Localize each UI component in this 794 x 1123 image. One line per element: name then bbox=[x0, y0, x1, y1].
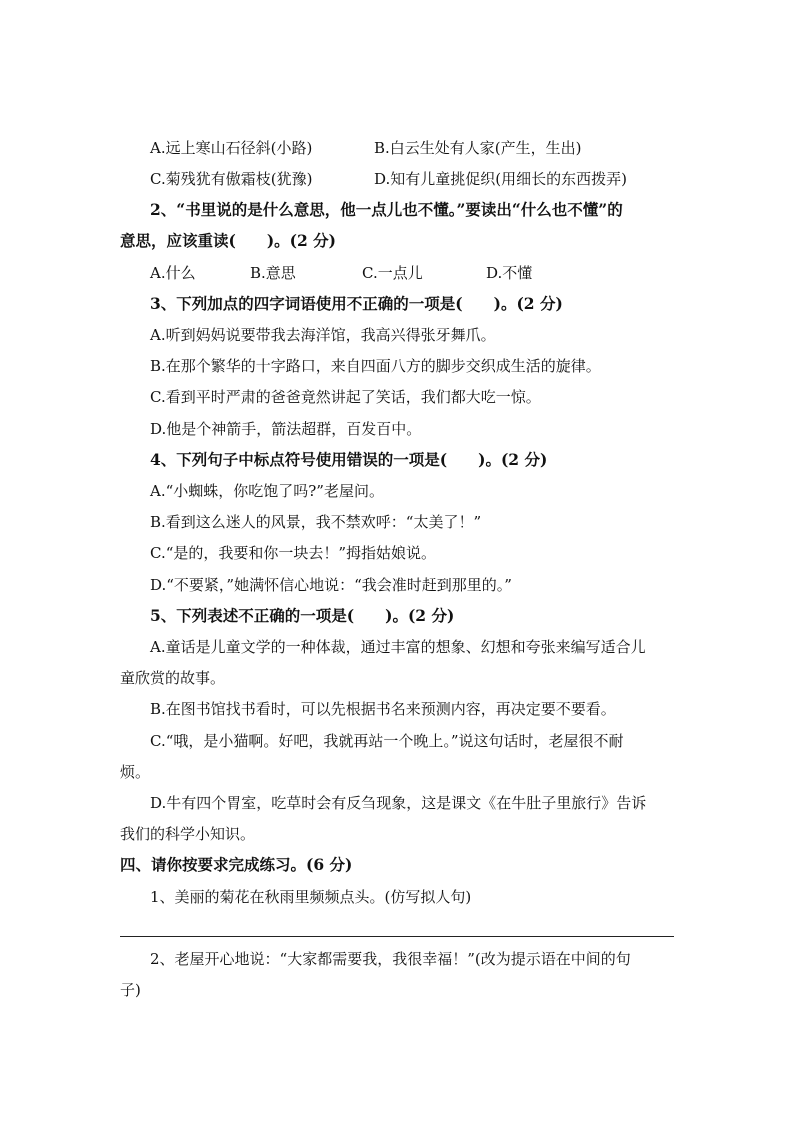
section4-exercise-2-line1: 2、老屋开心地说：“大家都需要我，我很幸福！”(改为提示语在中间的句 bbox=[150, 950, 631, 968]
q5-option-d-line2: 我们的科学小知识。 bbox=[120, 825, 256, 843]
q1-option-a: A.远上寒山石径斜(小路) bbox=[150, 139, 313, 157]
section4-exercise-2-line2: 子) bbox=[120, 981, 141, 999]
answer-line bbox=[120, 936, 674, 937]
q5-option-b: B.在图书馆找书看时，可以先根据书名来预测内容，再决定要不要看。 bbox=[150, 700, 616, 718]
q3-option-c: C.看到平时严肃的爸爸竟然讲起了笑话，我们都大吃一惊。 bbox=[150, 388, 541, 406]
q5-option-a-line2: 童欣赏的故事。 bbox=[120, 669, 226, 687]
q5-option-c-line1: C.“哦，是小猫啊。好吧，我就再站一个晚上。”说这句话时，老屋很不耐 bbox=[150, 732, 624, 750]
q1-option-c: C.菊残犹有傲霜枝(犹豫) bbox=[150, 170, 313, 188]
q5-option-c-line2: 烦。 bbox=[120, 763, 151, 781]
q3-option-d: D.他是个神箭手，箭法超群，百发百中。 bbox=[150, 420, 422, 438]
q5-stem: 5、下列表述不正确的一项是( )。(2 分) bbox=[150, 606, 455, 625]
q1-option-d: D.知有儿童挑促织(用细长的东西拨弄) bbox=[374, 170, 627, 188]
q5-option-d-line1: D.牛有四个胃室，吃草时会有反刍现象，这是课文《在牛肚子里旅行》告诉 bbox=[150, 794, 647, 812]
q2-stem-line2: 意思，应该重读( )。(2 分) bbox=[120, 231, 337, 250]
q4-option-c: C.“是的，我要和你一块去！”拇指姑娘说。 bbox=[150, 544, 437, 562]
q2-option-c: C.一点儿 bbox=[362, 264, 423, 282]
q3-option-a: A.听到妈妈说要带我去海洋馆，我高兴得张牙舞爪。 bbox=[150, 326, 496, 344]
q5-option-a-line1: A.童话是儿童文学的一种体裁，通过丰富的想象、幻想和夸张来编写适合儿 bbox=[150, 638, 646, 656]
q4-stem: 4、下列句子中标点符号使用错误的一项是( )。(2 分) bbox=[150, 450, 548, 469]
q2-option-b: B.意思 bbox=[250, 264, 296, 282]
q2-option-a: A.什么 bbox=[150, 264, 196, 282]
q4-option-a: A.“小蜘蛛，你吃饱了吗?”老屋问。 bbox=[150, 482, 384, 500]
q4-option-b: B.看到这么迷人的风景，我不禁欢呼：“太美了！” bbox=[150, 513, 482, 531]
section4-title: 四、请你按要求完成练习。(6 分) bbox=[120, 855, 353, 874]
section4-exercise-1: 1、美丽的菊花在秋雨里频频点头。(仿写拟人句) bbox=[150, 888, 472, 906]
q2-option-d: D.不懂 bbox=[486, 264, 533, 282]
q4-option-d: D.“不要紧，”她满怀信心地说：“我会准时赶到那里的。” bbox=[150, 576, 512, 594]
q3-option-b: B.在那个繁华的十字路口，来自四面八方的脚步交织成生活的旋律。 bbox=[150, 357, 601, 375]
q1-option-b: B.白云生处有人家(产生，生出) bbox=[374, 139, 582, 157]
q3-stem: 3、下列加点的四字词语使用不正确的一项是( )。(2 分) bbox=[150, 294, 563, 313]
q2-stem-line1: 2、“书里说的是什么意思，他一点儿也不懂。”要读出“什么也不懂”的 bbox=[150, 200, 623, 219]
